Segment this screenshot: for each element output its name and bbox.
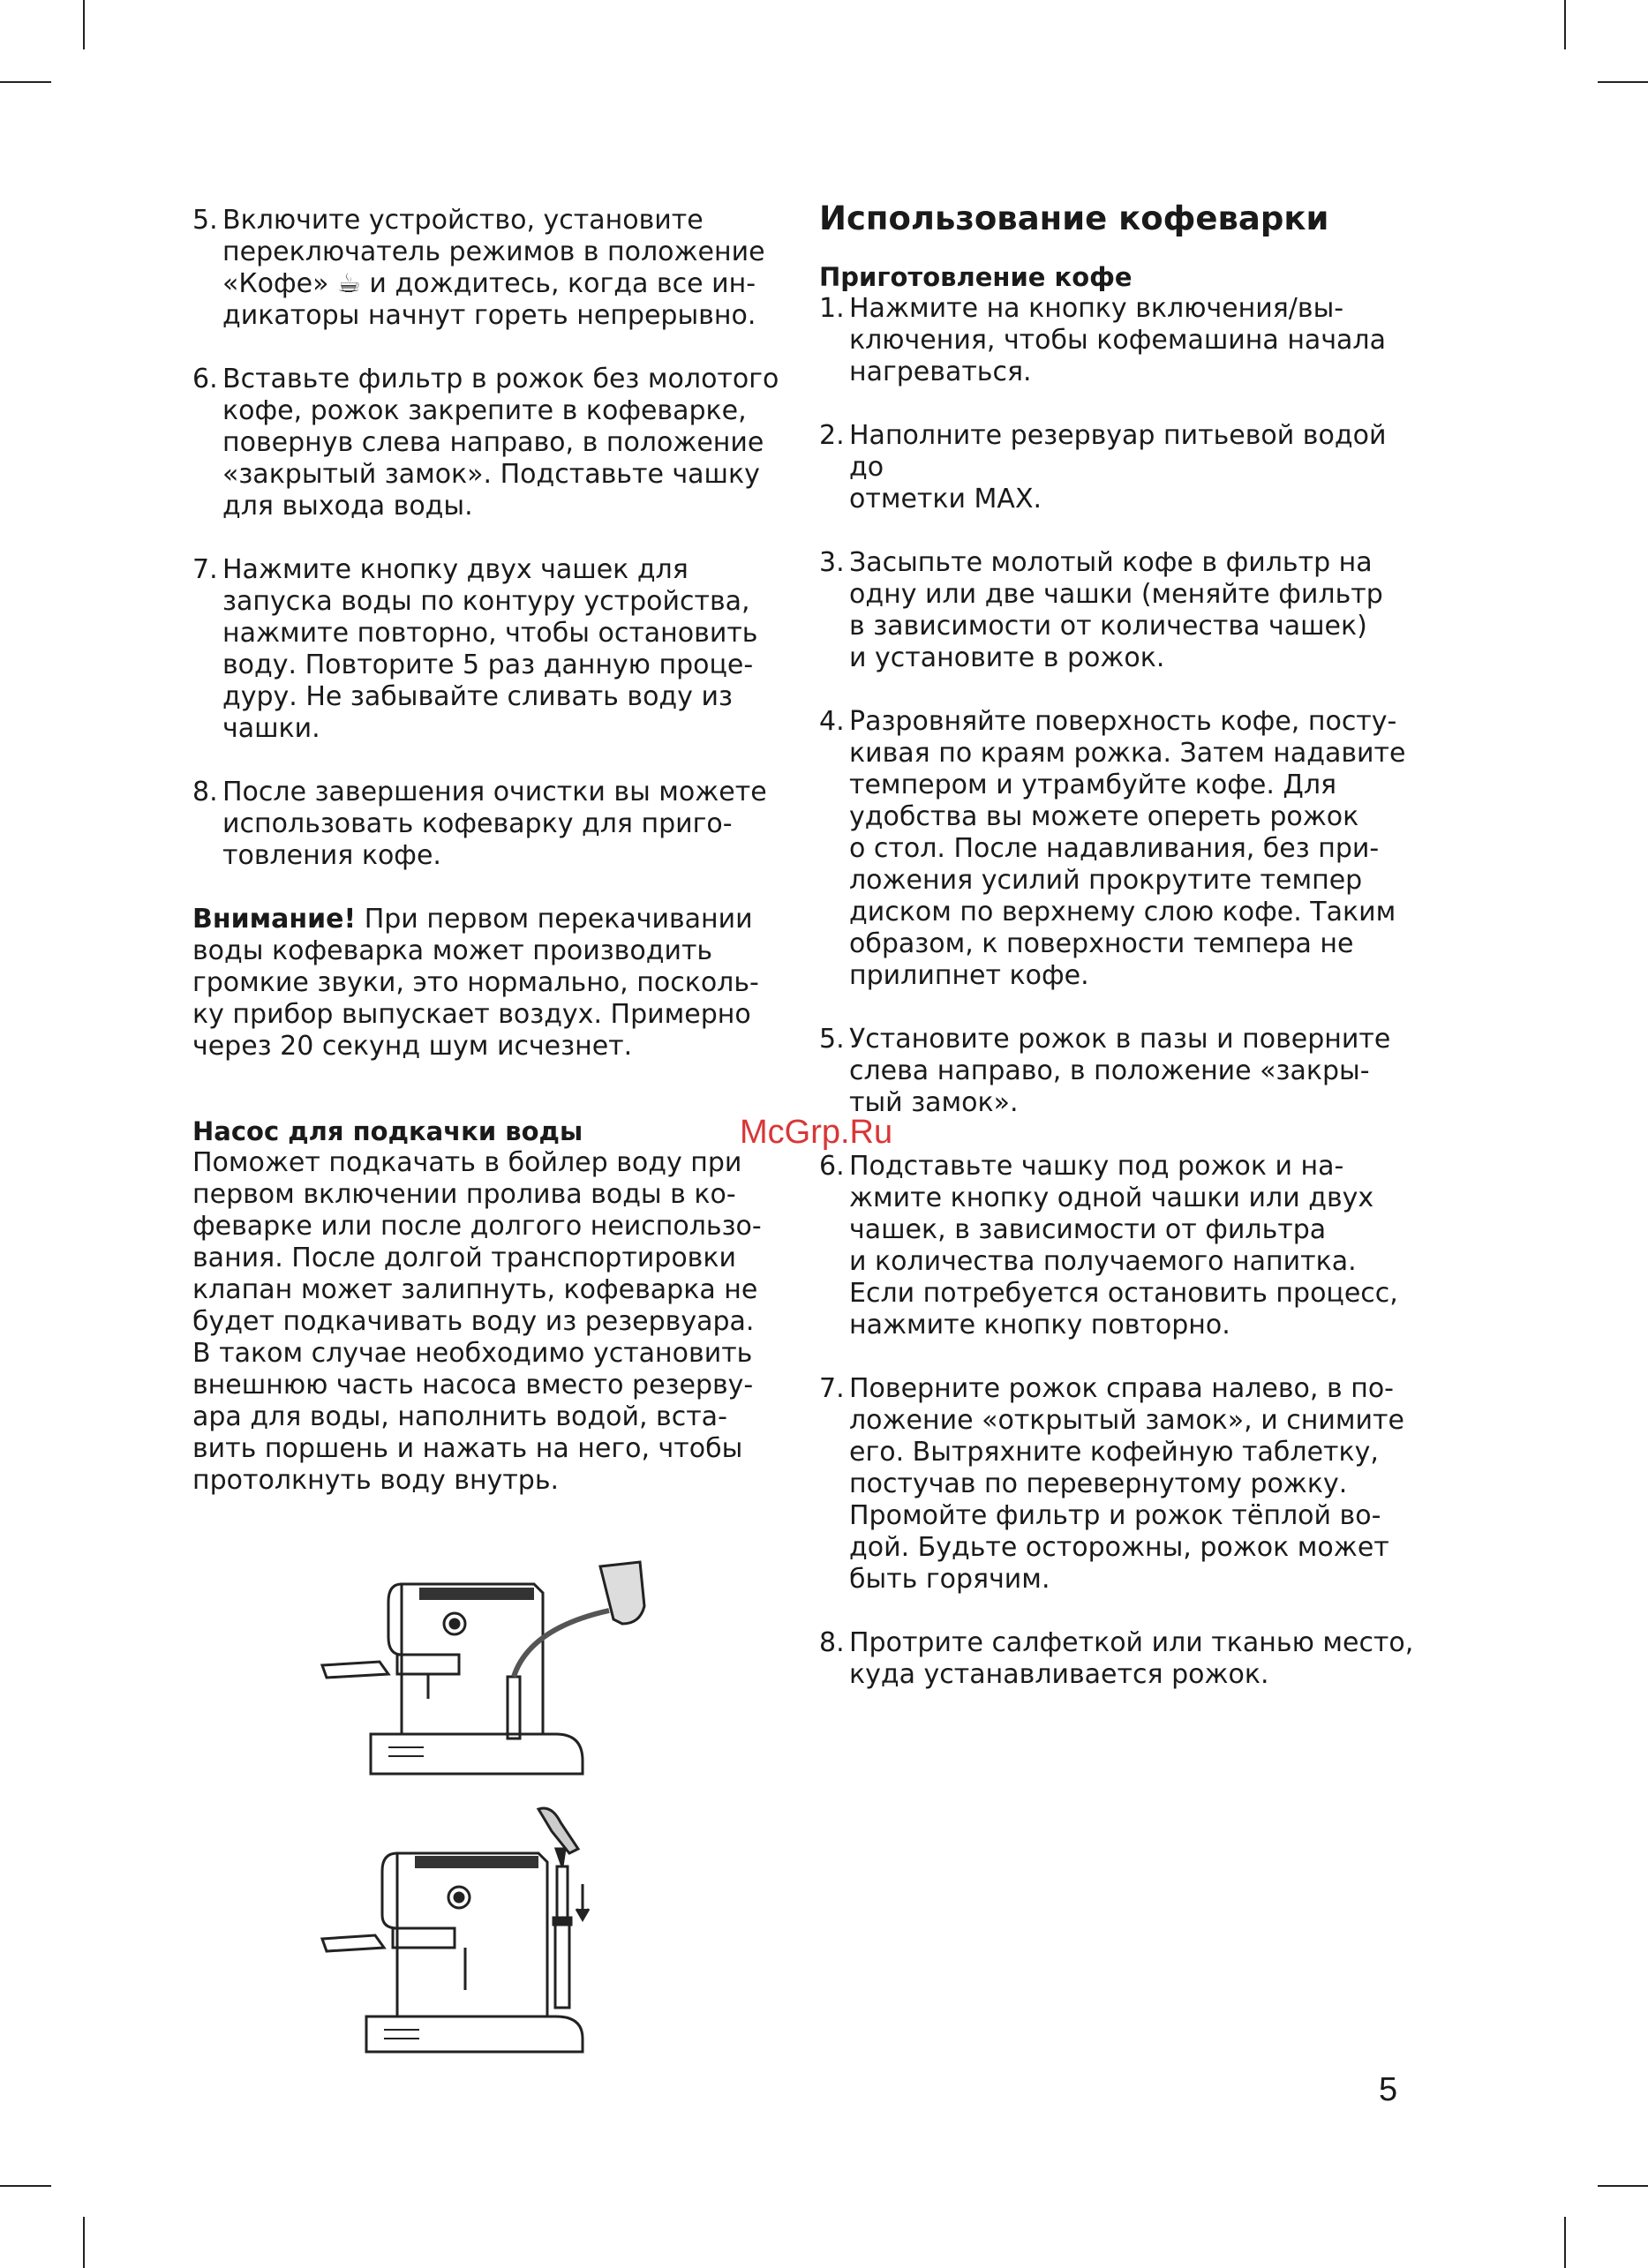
- item-number: 1.: [819, 293, 845, 324]
- crop-mark: [0, 2185, 51, 2187]
- item-text: Вставьте фильтр в рожок без молотого кофе, рожок закрепите в кофеварке, повернув слева направо, в положение «закрытый замок». Подставьте чашку для выхода воды.: [222, 364, 779, 522]
- crop-mark: [83, 2217, 85, 2268]
- item-text: Подставьте чашку под рожок и на- жмите кнопку одной чашки или двух чашек, в зависимости от фильтра и количества получаемого напитка. Если потребуется остановить процесс, нажмите кнопку повторно.: [849, 1151, 1398, 1341]
- crop-mark: [0, 81, 51, 83]
- warning-paragraph: [192, 904, 793, 1063]
- item-number: 7.: [819, 1373, 845, 1404]
- list-item: [192, 205, 793, 332]
- pump-text: Поможет подкачать в бойлер воду при первом включении пролива воды в ко- феварке или после долгого неиспользо- вания. После долгой транспортировки клапан может залипнуть, кофеварка не будет подкачивать воду из резервуара. В таком случае необходимо установить внешнюю часть насоса вместо резерву- ара для воды, наполнить водой, вста- вить поршень и нажать на него, чтобы протолкнуть воду внутрь.: [192, 1147, 762, 1496]
- right-column: [819, 199, 1428, 1723]
- item-text: Засыпьте молотый кофе в фильтр на одну или две чашки (меняйте фильтр в зависимости от количества чашек) и установите в рожок.: [849, 547, 1383, 673]
- list-item: [819, 1373, 1428, 1596]
- pump-heading: Насос для подкачки воды: [192, 1116, 583, 1146]
- list-item: [819, 1151, 1428, 1341]
- section-title: Использование кофеварки: [819, 199, 1329, 237]
- item-text: Разровняйте поверхность кофе, посту- кивая по краям рожка. Затем надавите темпером и утрамбуйте кофе. Для удобства вы можете опереть рожок о стол. После надавливания, без при- ложения усилий прокрутите темпер диском по верхнему слою кофе. Таким образом, к поверхности темпера не прилипнет кофе.: [849, 706, 1406, 991]
- item-text: Включите устройство, установите переключатель режимов в положение «Кофе» ☕ и дождитесь, когда все ин- дикаторы начнут гореть непрерывно.: [222, 205, 765, 331]
- list-item: [819, 420, 1428, 515]
- list-item: [192, 364, 793, 522]
- item-text: Поверните рожок справа налево, в по- ложение «открытый замок», и снимите его. Вытряхните кофейную таблетку, постучав по перевернутому рожку. Промойте фильтр и рожок тёплой во- дой. Будьте осторожны, рожок может быть горячим.: [849, 1373, 1404, 1595]
- list-item: [819, 1024, 1428, 1119]
- list-item: [819, 1627, 1428, 1691]
- item-text: Установите рожок в пазы и поверните слева направо, в положение «закры- тый замок».: [849, 1024, 1391, 1118]
- item-number: 2.: [819, 420, 845, 451]
- page-number: 5: [1379, 2071, 1398, 2108]
- item-number: 6.: [192, 364, 218, 394]
- crop-mark: [1564, 2217, 1566, 2268]
- crop-mark: [1598, 81, 1648, 83]
- list-item: [192, 777, 793, 872]
- item-number: 5.: [819, 1024, 845, 1055]
- section-subtitle: Приготовление кофе: [819, 262, 1133, 292]
- crop-mark: [83, 0, 85, 49]
- crop-mark: [1598, 2185, 1648, 2187]
- item-text: Наполните резервуар питьевой водой до отметки MAX.: [849, 420, 1387, 514]
- coffee-machine-piston-illustration: [313, 1805, 666, 2061]
- left-column: [192, 205, 793, 1497]
- item-text: Протрите салфеткой или тканью место, куда устанавливается рожок.: [849, 1627, 1414, 1690]
- crop-mark: [1564, 0, 1566, 49]
- list-item: [819, 706, 1428, 992]
- item-text: Нажмите кнопку двух чашек для запуска воды по контуру устройства, нажмите повторно, чтобы остановить воду. Повторите 5 раз данную проце- дуру. Не забывайте сливать воду из чашки.: [222, 554, 758, 744]
- item-text: Нажмите на кнопку включения/вы- ключения, чтобы кофемашина начала нагреваться.: [849, 293, 1386, 387]
- item-number: 4.: [819, 706, 845, 737]
- list-item: [192, 554, 793, 745]
- item-number: 6.: [819, 1151, 845, 1182]
- coffee-machine-pouring-illustration: [318, 1558, 671, 1787]
- list-item: [819, 293, 1428, 388]
- item-number: 3.: [819, 547, 845, 578]
- list-item: [819, 547, 1428, 674]
- item-number: 5.: [192, 205, 218, 236]
- item-number: 8.: [192, 777, 218, 807]
- item-number: 7.: [192, 554, 218, 585]
- item-text: После завершения очистки вы можете использовать кофеварку для приго- товления кофе.: [222, 777, 767, 871]
- warning-label: Внимание!: [192, 904, 357, 935]
- item-number: 8.: [819, 1627, 845, 1658]
- watermark: McGrp.Ru: [740, 1114, 893, 1151]
- warning-text: При первом перекачивании воды кофеварка может производить громкие звуки, это нормально, посколь- ку прибор выпускает воздух. Примерно через 20 секунд шум исчезнет.: [192, 904, 759, 1062]
